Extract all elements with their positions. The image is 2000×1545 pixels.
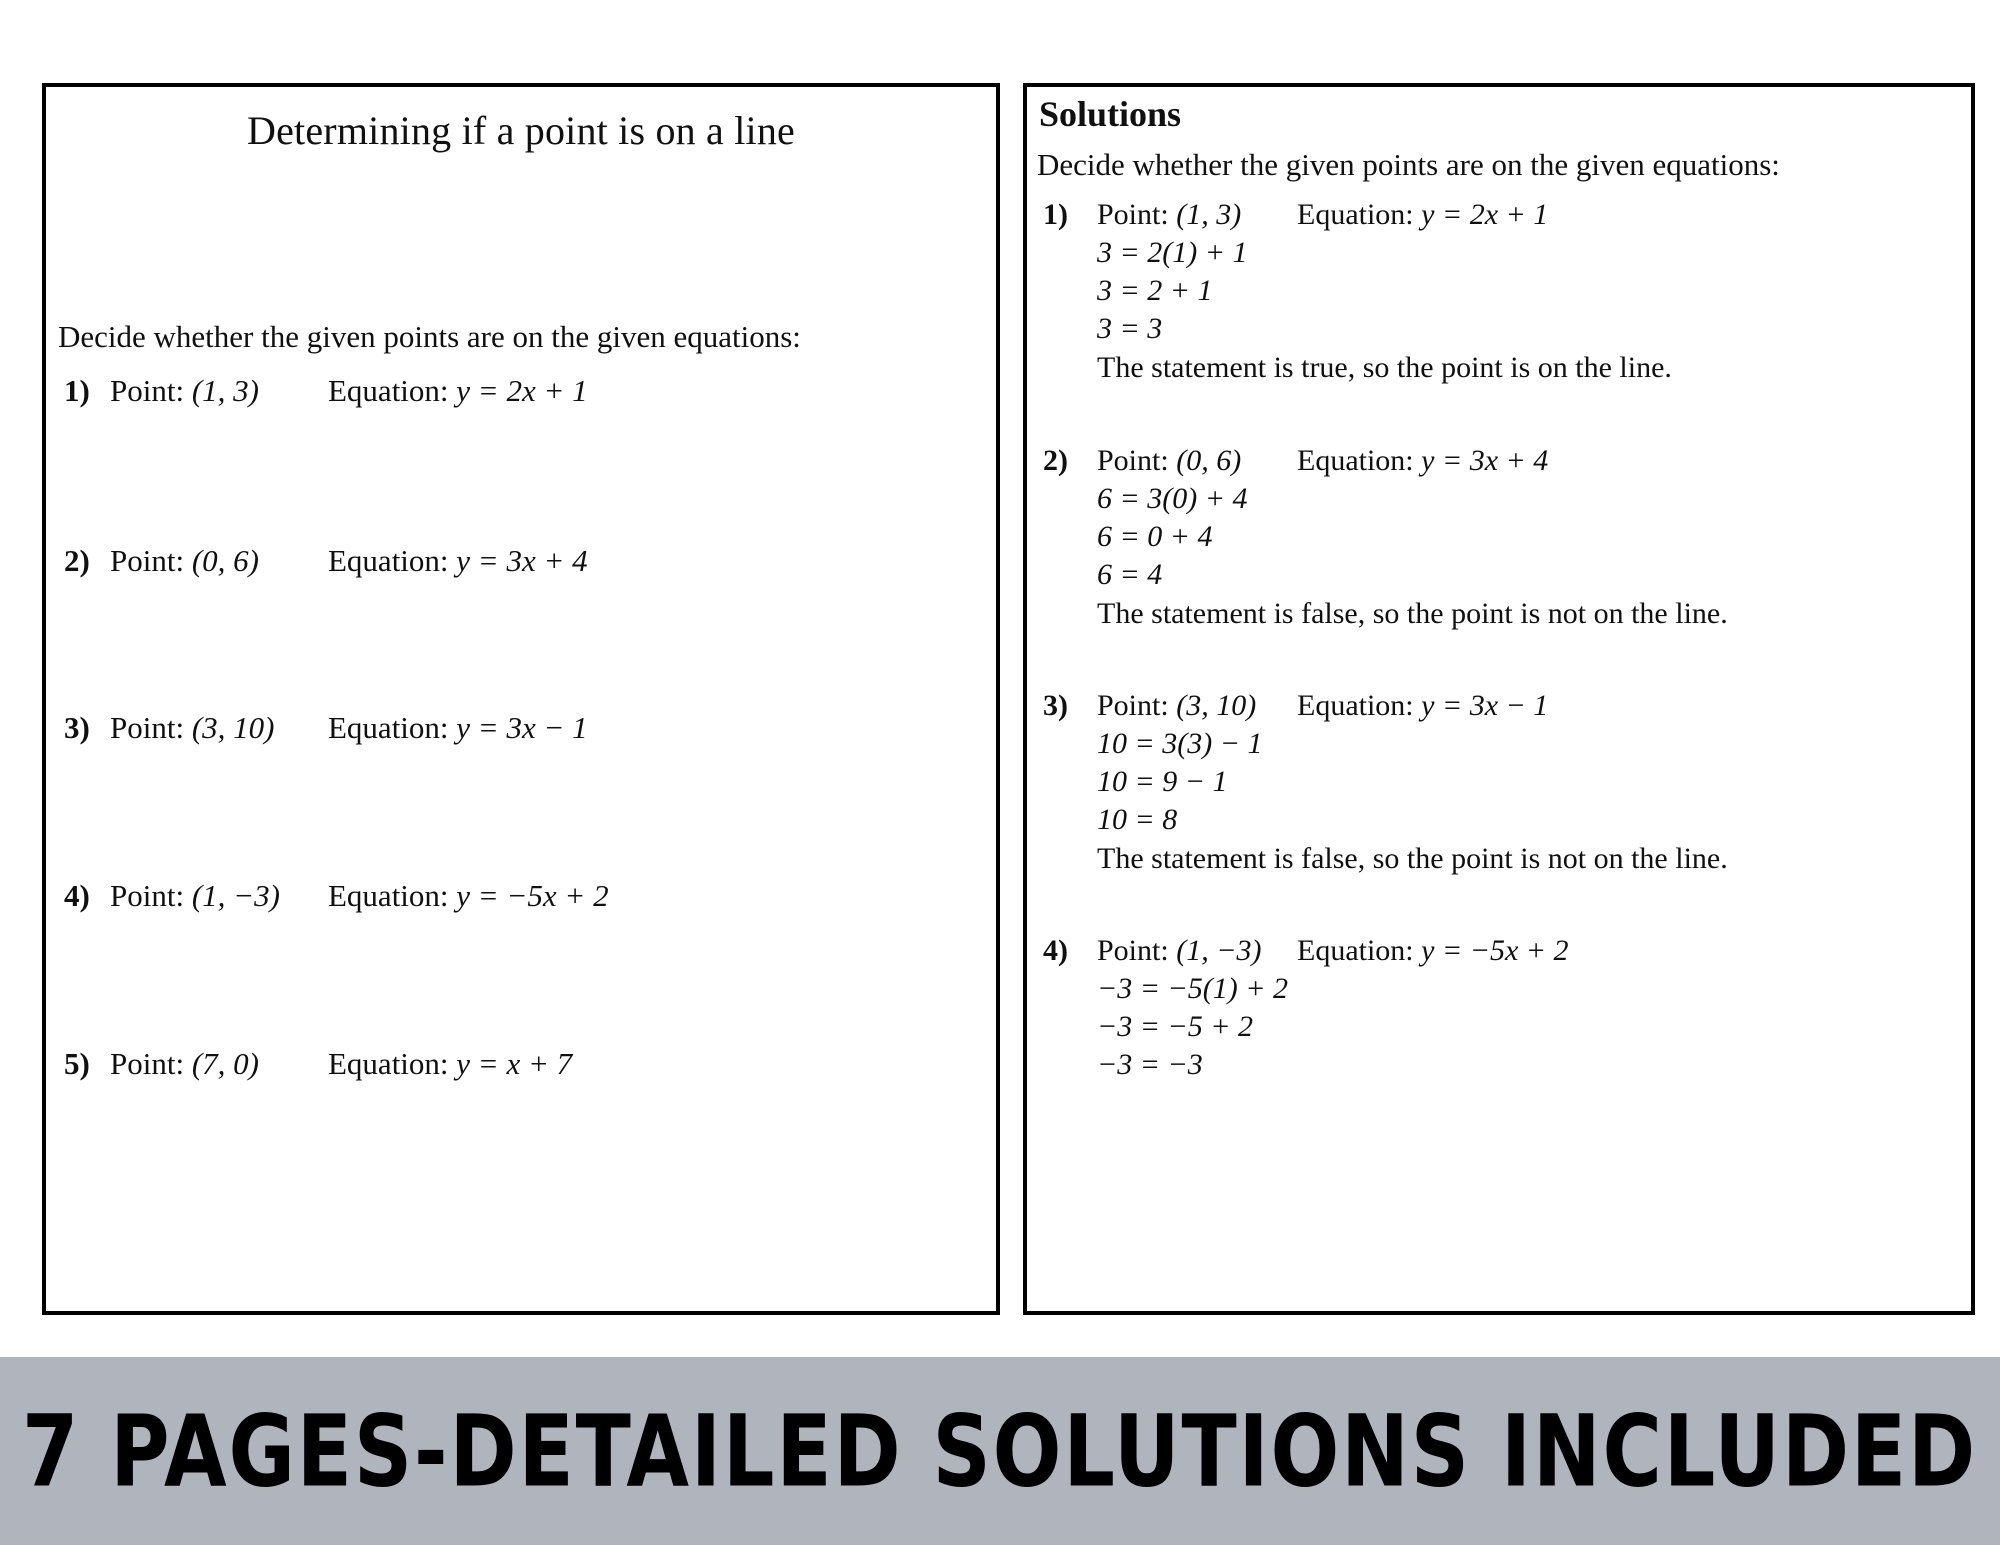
solution-step-1: 6 = 3(0) + 4: [1097, 481, 1248, 515]
solution-item-4: [1043, 933, 1569, 1085]
point-label: Point:: [110, 373, 185, 408]
solution-point: [1097, 443, 1297, 480]
solution-header: [1043, 197, 1672, 234]
equation-value: y = 3x − 1: [1421, 689, 1549, 722]
solution-step-1: 10 = 3(3) − 1: [1097, 726, 1263, 760]
worksheet-problem-1: [64, 373, 588, 409]
problem-point: [110, 543, 328, 579]
worksheet-instruction: Decide whether the given points are on the given equations:: [58, 319, 801, 354]
solution-equation: [1297, 688, 1548, 725]
equation-label: Equation:: [328, 710, 449, 745]
solution-point: [1097, 197, 1297, 234]
promo-banner-text: 7 PAGES-DETAILED SOLUTIONS INCLUDED: [22, 1393, 1978, 1509]
solutions-title: Solutions: [1039, 94, 1182, 134]
problem-number: 5): [64, 1046, 90, 1081]
worksheet-problem-5: [64, 1046, 572, 1082]
problem-equation: [328, 543, 588, 579]
point-label: Point:: [110, 1046, 185, 1081]
worksheet-page-content: [46, 87, 996, 1311]
equation-label: Equation:: [328, 878, 449, 913]
solution-step-3: 6 = 4: [1097, 558, 1163, 592]
point-value: (0, 6): [191, 543, 259, 578]
point-value: (1, 3): [1176, 198, 1242, 231]
equation-value: y = 2x + 1: [456, 373, 588, 408]
problem-equation: [328, 1046, 572, 1082]
point-label: Point:: [1097, 689, 1169, 722]
solution-point: [1097, 688, 1297, 725]
equation-label: Equation:: [1297, 689, 1414, 722]
solution-conclusion: The statement is false, so the point is not on the line.: [1097, 841, 1728, 875]
problem-number: 2): [64, 543, 90, 578]
point-value: (7, 0): [191, 1046, 259, 1081]
solution-conclusion: The statement is true, so the point is on the line.: [1097, 350, 1672, 384]
equation-label: Equation:: [328, 1046, 449, 1081]
problem-number: 1): [64, 373, 90, 408]
solutions-page-content: [1027, 87, 1971, 1311]
solution-equation: [1297, 933, 1569, 970]
equation-label: Equation:: [1297, 198, 1414, 231]
equation-value: y = −5x + 2: [1421, 934, 1569, 967]
point-value: (3, 10): [1176, 689, 1257, 722]
worksheet-title: Determining if a point is on a line: [247, 108, 795, 153]
solution-number: 1): [1043, 198, 1068, 231]
equation-label: Equation:: [1297, 934, 1414, 967]
equation-value: y = −5x + 2: [456, 878, 609, 913]
point-label: Point:: [110, 878, 185, 913]
solutions-page: [1023, 83, 1975, 1315]
solution-point: [1097, 933, 1297, 970]
point-label: Point:: [110, 710, 185, 745]
problem-equation: [328, 878, 609, 914]
point-value: (3, 10): [191, 710, 275, 745]
point-label: Point:: [1097, 934, 1169, 967]
problem-point: [110, 710, 328, 746]
problem-point: [110, 373, 328, 409]
problem-point: [110, 1046, 328, 1082]
solution-step-2: −3 = −5 + 2: [1097, 1009, 1253, 1043]
solution-number: 2): [1043, 444, 1068, 477]
point-value: (1, −3): [191, 878, 280, 913]
point-value: (0, 6): [1176, 444, 1242, 477]
problem-number: 4): [64, 878, 90, 913]
solutions-instruction: Decide whether the given points are on the given equations:: [1037, 147, 1780, 182]
point-label: Point:: [110, 543, 185, 578]
solution-item-1: [1043, 197, 1672, 387]
solution-step-2: 10 = 9 − 1: [1097, 764, 1228, 798]
point-label: Point:: [1097, 198, 1169, 231]
solution-step-3: 3 = 3: [1097, 312, 1163, 346]
solution-equation: [1297, 443, 1548, 480]
worksheet-problem-3: [64, 710, 588, 746]
equation-label: Equation:: [1297, 444, 1414, 477]
solution-header: [1043, 443, 1728, 480]
solution-equation: [1297, 197, 1548, 234]
worksheet-problem-4: [64, 878, 609, 914]
point-label: Point:: [1097, 444, 1169, 477]
solution-step-2: 3 = 2 + 1: [1097, 273, 1213, 307]
solution-item-2: [1043, 443, 1728, 633]
solution-step-1: 3 = 2(1) + 1: [1097, 235, 1248, 269]
equation-value: y = x + 7: [456, 1046, 573, 1081]
solution-conclusion: The statement is false, so the point is not on the line.: [1097, 596, 1728, 630]
equation-value: y = 3x + 4: [1421, 444, 1549, 477]
equation-value: y = 3x − 1: [456, 710, 588, 745]
worksheet-page: [42, 83, 1000, 1315]
solution-header: [1043, 933, 1569, 970]
equation-value: y = 3x + 4: [456, 543, 588, 578]
problem-number: 3): [64, 710, 90, 745]
equation-label: Equation:: [328, 543, 449, 578]
solution-step-2: 6 = 0 + 4: [1097, 519, 1213, 553]
equation-value: y = 2x + 1: [1421, 198, 1549, 231]
point-value: (1, −3): [1176, 934, 1262, 967]
worksheet-problem-2: [64, 543, 588, 579]
solution-number: 3): [1043, 689, 1068, 722]
promo-banner: [0, 1357, 2000, 1545]
equation-label: Equation:: [328, 373, 449, 408]
solution-number: 4): [1043, 934, 1068, 967]
solution-header: [1043, 688, 1728, 725]
problem-point: [110, 878, 328, 914]
problem-equation: [328, 710, 588, 746]
solution-step-3: 10 = 8: [1097, 803, 1178, 837]
point-value: (1, 3): [191, 373, 259, 408]
problem-equation: [328, 373, 588, 409]
solution-item-3: [1043, 688, 1728, 878]
solution-step-3: −3 = −3: [1097, 1048, 1203, 1082]
solution-step-1: −3 = −5(1) + 2: [1097, 971, 1288, 1005]
